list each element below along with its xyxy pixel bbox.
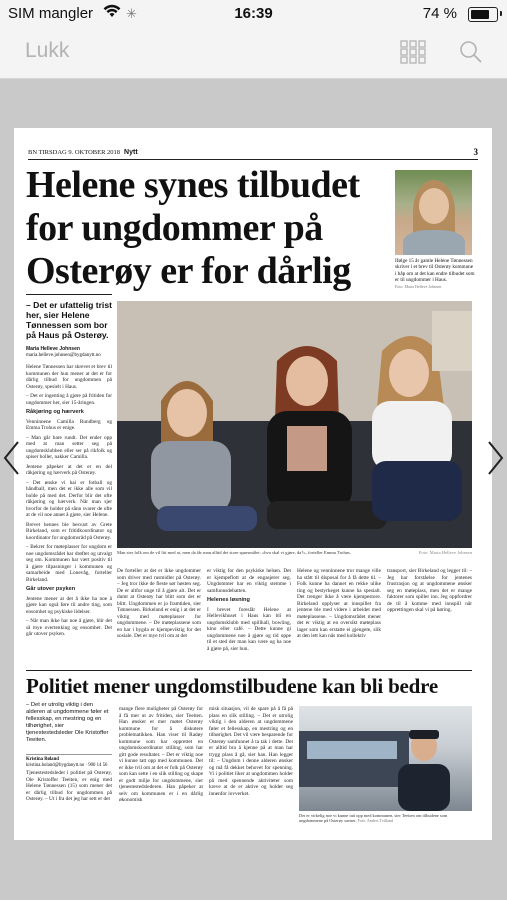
battery-tip	[500, 11, 502, 16]
police-photo-caption	[299, 813, 472, 824]
col1-paragraph: – Når man ikke har noe å gjøre, blir det så mye overtenking og ensomhet. Det går utover psyken.	[26, 618, 112, 637]
reader-toolbar	[0, 28, 507, 79]
main-photo-caption	[117, 550, 472, 556]
page-number: 3	[473, 147, 478, 157]
portrait-photo	[395, 170, 472, 255]
col5-paragraph: transport, sier Birkeland og legger til: – Jeg har forståelse for jentenes frustrasjon og at ungdommene ønsker seg en møteplass, men det er mange faktorer som spiller inn. Jeg oppfordrer de til å komme med innspill når opprettingen skal vi på høring.	[387, 568, 472, 613]
photo2-caption-text: Det er virkelig noe vi kunne tatt opp med kommunen, sier Teeiten om tilbudene som ungdommene på Osterøy savner.	[299, 813, 448, 824]
close-button[interactable]: Lukk	[25, 39, 70, 62]
portrait-credit: Foto: Maria Helleve Johnsen	[395, 283, 442, 289]
page-brand: Nytt	[124, 149, 138, 156]
second-column-2	[119, 706, 203, 832]
article-column-3	[207, 568, 291, 670]
section-rule	[26, 670, 472, 671]
col1-paragraph: Jentene mener at det å ikke ha noe å gjøre kan også føre til andre ting, som ensomhet og psykiske lidelser.	[26, 595, 112, 615]
col3-paragraph: I brevet foreslår Helene at Hellevikhuset i Haus kan bli en ungdomsklubb med spillhall, bowling, kino eller café. – Dette kunne gi ungdommene noe å gjøre og tid oppe til et sted der man kan være og ha noe å gjøre på, sier hun.	[207, 606, 291, 652]
second-column-1	[26, 770, 112, 830]
second-article-byline	[26, 754, 112, 769]
col1-subheading: Går utover psyken	[26, 586, 76, 592]
next-page-arrow-icon[interactable]	[485, 440, 505, 476]
col1-paragraph: Venninnene Camilla Rundberg og Emma Trohus er enige.	[26, 418, 112, 431]
col1-paragraph: Jentene påpeker at det er en del råkjøring og hærverk på Osterøy.	[26, 463, 112, 476]
portrait-caption	[395, 258, 475, 290]
previous-page-arrow-icon[interactable]	[2, 440, 22, 476]
byline2-email: kristina.boland@bygdanytt.no · 900 14 56	[26, 763, 108, 768]
search-icon[interactable]	[459, 40, 483, 69]
byline2-name: Kristina Bøland	[26, 757, 59, 762]
col3-subheading: Helenes løsning	[207, 597, 250, 603]
col1-paragraph: – Man går bare rundt. Det ender opp med at man setter seg på ungdomsklubben eller ser på rikfolk og spiser boller, nakker Camilla.	[26, 434, 112, 460]
battery-icon	[468, 7, 498, 22]
status-bar	[0, 0, 507, 28]
second-col3-paragraph: misk situasjon, vil de spare på å få på plass en slik stilling. – Det er utrolig viktig i den alderen at ungdommene føler et fellesskap, en mestring og en tilhørighet. Det vil være besparende for Osterøy samfunnet å ta tak i dette. Det er alltid bra å kjenne på at man har trygg plass å gå, sier han. Han legger til: – Ungdom i denne alderen ønsker og må få dekket behovet for spenning. Vi i politiet liker at ungdommen holder på med spennende aktiviteter som kreve at de er aktive og holder seg innenfor lovverket.	[209, 706, 293, 797]
page-header	[28, 147, 478, 160]
article-column-5	[387, 568, 472, 670]
second-article-headline: Politiet mener ungdomstilbudene kan bli bedre	[26, 674, 439, 698]
col4-paragraph: Helene og venninnene tror mange ville ha stått til disposal for å få dette til. – Folk kunne ha dannet en rekke ulike ting og bestyrkeget kunne ha spesialt. Det trenger ikke å være kjempestore. Birkeland opplyser at innspillet fra jentene ble med videre i arbeidet med møteplassene. – Ungdomsrådet mener det er viktig at en oversikt møteplass lager som kan erstatte ei gjengete, slik at den lett kan nås med kollektiv	[297, 568, 381, 639]
col1-paragraph: – Det er ingenting å gjøre på fritiden for ungdommer her, sier 15-åringen.	[26, 393, 112, 406]
photo2-credit: Foto: Anders Tvilland	[357, 818, 393, 824]
byline-email: maria.helleve.johnsen@bygdanytt.no	[26, 353, 101, 358]
toolbar-shadow	[0, 79, 507, 127]
second-col1-paragraph: Tjenestestedsleder i politiet på Osterøy, Ole Kristoffer Teeiten, er enig med Helene Tønnessen (15) som mener det er dårlig tilbud for ungdommen på Osterøy. – Ut i fra det jeg har sett er det	[26, 770, 112, 802]
portrait-caption-text: Ifølge 15 år gamle Helene Tønnessen skriver i et brev til Osterøy kommune i håp om at det kan endre tilbudet som er til ungdommer i Haus.	[395, 258, 475, 284]
battery-percent: 74 %	[422, 5, 457, 22]
col3-paragraph: er viktig for den psykiske helsen. Det er kjempeflott at de engasjerer seg. Ungdommer har en viktig stemme i samfunnsdebatten.	[207, 568, 291, 594]
article-column-2	[117, 568, 201, 670]
grid-view-icon[interactable]	[400, 40, 426, 69]
article-column-4	[297, 568, 381, 670]
photo-credit: Foto: Maria Helleve Johnsen	[418, 550, 472, 555]
col1-paragraph: Helene Tønnessen har skrevet et brev til kommunen der hun mener at det er for dårlig tilbud for ungdommen på Osterøy, spesielt i Haus.	[26, 364, 112, 390]
col1-paragraph: – Det ønske vi hai er fotball og håndball, men det er ikke alle som vil holde på med det. Derfor blir det ofte råkjøring og hærverk. Når man sjer hvorfor de holder på sånn svarer de ofte at de vil noe annet å gjøre, sier Helene.	[26, 479, 112, 518]
second-col2-paragraph: mange flere muligheter på Osterøy for å få mer ut av fritiden, sier Teeiten. Han ønsker et mer møtet Osterøy kommune for å diskutere problematikken. Han viser til Radøy kommune som har opprettet en ungdomskoordinator stilling, som har gitt gode resultater. – Det er viktig noe vi kunne tatt opp med kommunen. Det er ikke tvil om at det er folk på Osterøy som kan sette i en slik stilling og skape et godt miljø for ungdommene, sier tjenestestedslederen. Han påpeker at selv om kommunen er i en dårlig økonomisk	[119, 706, 203, 803]
article-lead: – Det er ufattelig trist her, sier Helene Tønnessen som bor på Haus på Osterøy.	[26, 300, 112, 340]
byline-name: Maria Helleve Johnsen	[26, 346, 80, 352]
col1-paragraph: Brevet hennes ble besvart av Grete Birkeland, som er fritidkoordinator og koordinator for ungdomsråd på Osterøy.	[26, 521, 112, 541]
col1-paragraph: – Bekrer for møteplasser for ungdom er noe ungdomsrådet har drøftet og utvalgt seg om. Kommunen har vært positiv til å gjøre tilpasninger i kommunen og samarbeide med Lonevåg, forteller Birkeland.	[26, 544, 112, 583]
clock-time: 16:39	[234, 5, 273, 22]
col1-subheading: Råkjøring og hærverk	[26, 409, 84, 415]
second-column-3	[209, 706, 293, 832]
page-date: BN TIRSDAG 9. OKTOBER 2018	[28, 149, 121, 156]
col2-paragraph: De forteller at det er ikke ungdommer som driver med rusmidler på Osterøy. – Jeg tror ikke de fleste sør høsten seg. De er altfor unge til å gjøre alt. Det er dumt at Osterøy har blitt som det er blitt. Ungdommen er jo framtiden, sier Tønnessen. Birkeland er enig i at det er viktig med møteplasser for ungdommene. – De møteplassene som en har i bygda er kjempeviktig for det sosiale. Det er mye tvil om at det	[117, 568, 201, 639]
second-article-lead: – Det er utrolig viktig i den alderen at ungdommene føler et fellesskap, en mestring og en tilhørighet, sier tjenestestedsleder Ole Kristoffer Teeiten.	[26, 702, 109, 743]
article-byline	[26, 346, 112, 359]
lead-rule	[26, 294, 112, 295]
activity-spinner-icon: ✳	[126, 6, 137, 21]
photo-caption-text: Man sier folk om de vil litt med at, men da får man alltid det store spørsmålet: «hva skal vi gjøre, da?», forteller Emma Trohus.	[117, 550, 351, 555]
newspaper-page	[14, 128, 492, 840]
article-column-1	[26, 364, 112, 669]
police-photo	[299, 706, 472, 811]
article-headline: Helene synes tilbudet for ungdommer på Osterøy er for dårlig	[26, 164, 360, 292]
carrier-text: SIM mangler	[8, 5, 94, 22]
main-photo	[117, 301, 472, 548]
